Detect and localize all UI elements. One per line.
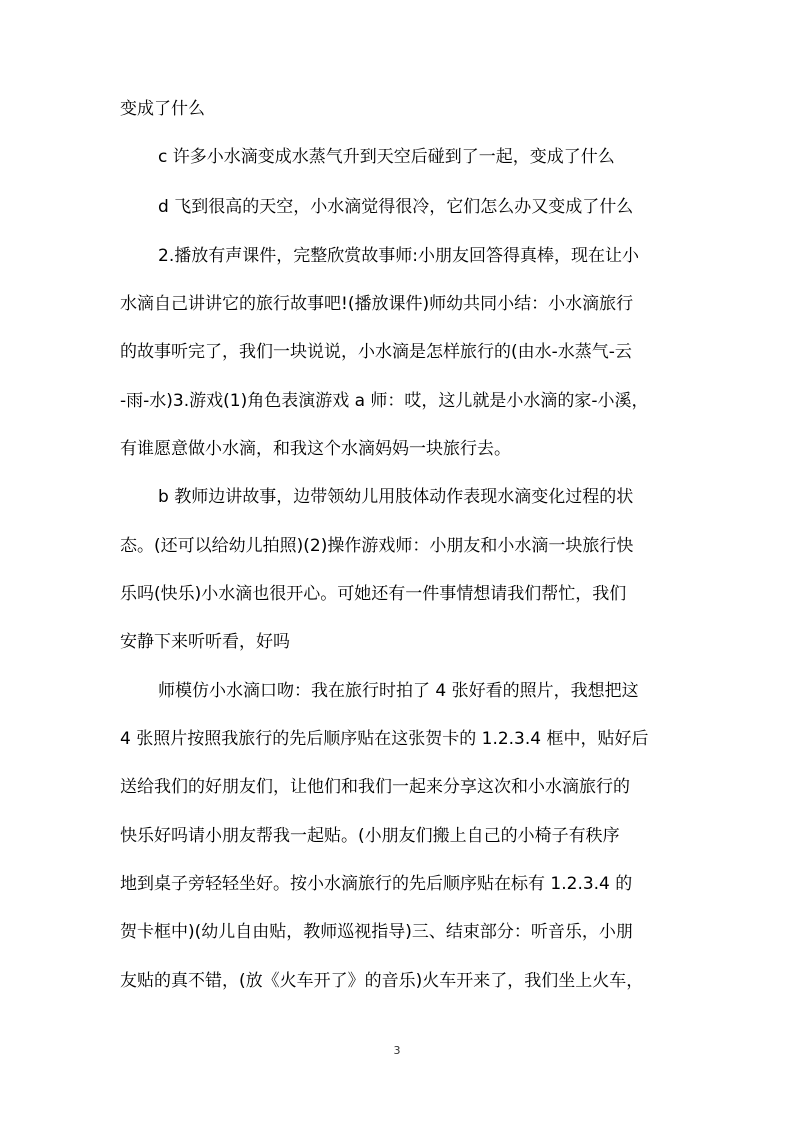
text-line: 的故事听完了，我们一块说说，小水滴是怎样旅行的(由水-水蒸气-云 xyxy=(120,342,632,362)
text-line: 安静下来听听看，好吗 xyxy=(120,632,290,652)
text-line: 有谁愿意做小水滴，和我这个水滴妈妈一块旅行去。 xyxy=(120,439,511,459)
text-line: 地到桌子旁轻轻坐好。按小水滴旅行的先后顺序贴在标有 1.2.3.4 的 xyxy=(120,874,633,894)
text-line: 贺卡框中)(幼儿自由贴，教师巡视指导)三、结束部分：听音乐，小朋 xyxy=(120,922,633,942)
text-line: 变成了什么 xyxy=(120,99,205,119)
text-line: 师模仿小水滴口吻：我在旅行时拍了 4 张好看的照片，我想把这 xyxy=(158,681,639,701)
text-line: 2.播放有声课件，完整欣赏故事师:小朋友回答得真棒，现在让小 xyxy=(158,246,639,266)
text-line: 态。(还可以给幼儿拍照)(2)操作游戏师：小朋友和小水滴一块旅行快 xyxy=(120,536,634,556)
page-number: 3 xyxy=(393,1044,401,1057)
text-line: 快乐好吗请小朋友帮我一起贴。(小朋友们搬上自己的小椅子有秩序 xyxy=(120,826,620,846)
text-line: 送给我们的好朋友们，让他们和我们一起来分享这次和小水滴旅行的 xyxy=(120,777,630,797)
text-line: 乐吗(快乐)小水滴也很开心。可她还有一件事情想请我们帮忙，我们 xyxy=(120,584,627,604)
text-line: 友贴的真不错，(放《火车开了》的音乐)火车开来了，我们坐上火车， xyxy=(120,971,644,991)
text-line: d 飞到很高的天空，小水滴觉得很冷，它们怎么办又变成了什么 xyxy=(158,197,634,217)
text-line: b 教师边讲故事，边带领幼儿用肢体动作表现水滴变化过程的状 xyxy=(158,487,634,507)
text-line: 4 张照片按照我旅行的先后顺序贴在这张贺卡的 1.2.3.4 框中，贴好后 xyxy=(120,729,649,749)
text-line: 水滴自己讲讲它的旅行故事吧!(播放课件)师幼共同小结：小水滴旅行 xyxy=(120,294,634,314)
text-line: c 许多小水滴变成水蒸气升到天空后碰到了一起，变成了什么 xyxy=(158,147,615,167)
text-line: -雨-水)3.游戏(1)角色表演游戏 a 师：哎，这儿就是小水滴的家-小溪， xyxy=(120,391,649,411)
